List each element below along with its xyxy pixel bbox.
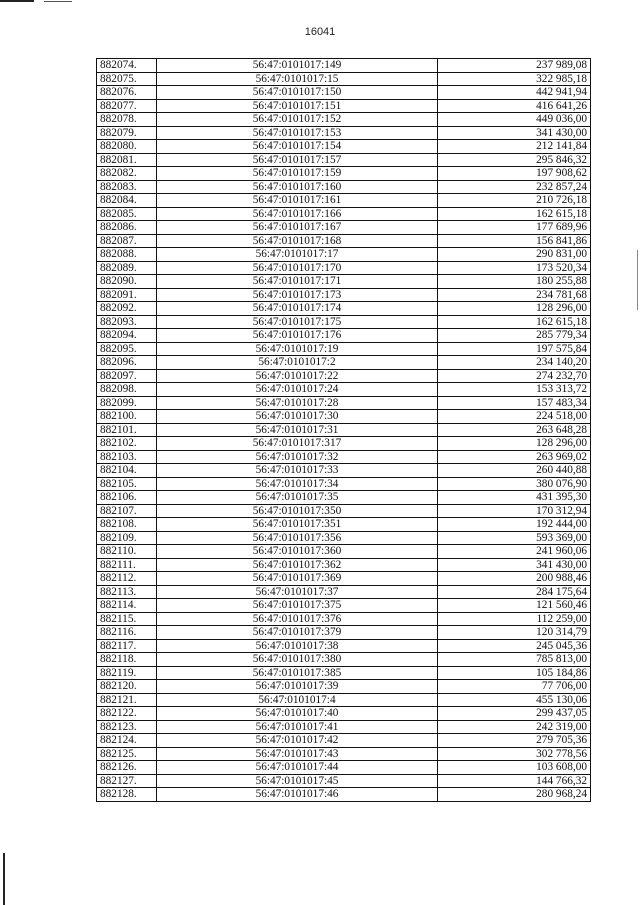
row-number-cell: 882096. — [97, 356, 157, 370]
row-number-cell: 882127. — [97, 774, 157, 788]
table-row — [97, 720, 591, 734]
table-row — [97, 450, 591, 464]
cadastral-number-cell: 56:47:0101017:45 — [157, 774, 438, 788]
cadastral-number-cell: 56:47:0101017:157 — [157, 153, 438, 167]
cadastral-number-cell: 56:47:0101017:33 — [157, 464, 438, 478]
cadastral-number-cell: 56:47:0101017:39 — [157, 680, 438, 694]
cadastral-value-cell: 341 430,00 — [438, 558, 591, 572]
cadastral-number-cell: 56:47:0101017:4 — [157, 693, 438, 707]
row-number-cell: 882077. — [97, 99, 157, 113]
row-number-cell: 882078. — [97, 113, 157, 127]
cadastral-value-cell: 593 369,00 — [438, 531, 591, 545]
cadastral-value-cell: 442 941,94 — [438, 86, 591, 100]
row-number-cell: 882091. — [97, 288, 157, 302]
row-number-cell: 882092. — [97, 302, 157, 316]
scan-edge-mark — [3, 853, 5, 905]
table-row — [97, 356, 591, 370]
cadastral-number-cell: 56:47:0101017:350 — [157, 504, 438, 518]
cadastral-value-cell: 177 689,96 — [438, 221, 591, 235]
row-number-cell: 882103. — [97, 450, 157, 464]
cadastral-value-cell: 112 259,00 — [438, 612, 591, 626]
cadastral-value-cell: 162 615,18 — [438, 207, 591, 221]
table-row — [97, 707, 591, 721]
row-number-cell: 882076. — [97, 86, 157, 100]
row-number-cell: 882119. — [97, 666, 157, 680]
row-number-cell: 882105. — [97, 477, 157, 491]
table-row — [97, 86, 591, 100]
cadastral-number-cell: 56:47:0101017:34 — [157, 477, 438, 491]
cadastral-value-cell: 128 296,00 — [438, 302, 591, 316]
cadastral-value-cell: 232 857,24 — [438, 180, 591, 194]
cadastral-number-cell: 56:47:0101017:360 — [157, 545, 438, 559]
table-row — [97, 653, 591, 667]
cadastral-number-cell: 56:47:0101017:19 — [157, 342, 438, 356]
cadastral-number-cell: 56:47:0101017:154 — [157, 140, 438, 154]
table-row — [97, 288, 591, 302]
cadastral-value-cell: 245 045,36 — [438, 639, 591, 653]
row-number-cell: 882124. — [97, 734, 157, 748]
cadastral-value-cell: 299 437,05 — [438, 707, 591, 721]
cadastral-value-cell: 144 766,32 — [438, 774, 591, 788]
cadastral-number-cell: 56:47:0101017:15 — [157, 72, 438, 86]
row-number-cell: 882111. — [97, 558, 157, 572]
cadastral-number-cell: 56:47:0101017:31 — [157, 423, 438, 437]
cadastral-number-cell: 56:47:0101017:153 — [157, 126, 438, 140]
row-number-cell: 882084. — [97, 194, 157, 208]
row-number-cell: 882089. — [97, 261, 157, 275]
row-number-cell: 882120. — [97, 680, 157, 694]
row-number-cell: 882108. — [97, 518, 157, 532]
table-row — [97, 531, 591, 545]
table-row — [97, 99, 591, 113]
cadastral-value-cell: 103 608,00 — [438, 761, 591, 775]
row-number-cell: 882098. — [97, 383, 157, 397]
table-row — [97, 612, 591, 626]
table-row — [97, 734, 591, 748]
cadastral-number-cell: 56:47:0101017:166 — [157, 207, 438, 221]
cadastral-value-cell: 290 831,00 — [438, 248, 591, 262]
cadastral-value-cell: 263 648,28 — [438, 423, 591, 437]
scan-edge-mark — [637, 250, 638, 310]
row-number-cell: 882106. — [97, 491, 157, 505]
row-number-cell: 882099. — [97, 396, 157, 410]
table-row — [97, 504, 591, 518]
cadastral-value-cell: 234 781,68 — [438, 288, 591, 302]
table-row — [97, 410, 591, 424]
table-row — [97, 464, 591, 478]
cadastral-value-cell: 279 705,36 — [438, 734, 591, 748]
cadastral-value-cell: 173 520,34 — [438, 261, 591, 275]
row-number-cell: 882087. — [97, 234, 157, 248]
cadastral-value-cell: 234 140,20 — [438, 356, 591, 370]
cadastral-value-cell: 380 076,90 — [438, 477, 591, 491]
cadastral-value-cell: 162 615,18 — [438, 315, 591, 329]
row-number-cell: 882075. — [97, 72, 157, 86]
cadastral-number-cell: 56:47:0101017:43 — [157, 747, 438, 761]
row-number-cell: 882090. — [97, 275, 157, 289]
cadastral-number-cell: 56:47:0101017:28 — [157, 396, 438, 410]
table-row — [97, 234, 591, 248]
table-row — [97, 329, 591, 343]
table-row — [97, 747, 591, 761]
table-row — [97, 315, 591, 329]
table-row — [97, 788, 591, 802]
row-number-cell: 882081. — [97, 153, 157, 167]
cadastral-value-cell: 170 312,94 — [438, 504, 591, 518]
cadastral-value-cell: 431 395,30 — [438, 491, 591, 505]
cadastral-value-cell: 260 440,88 — [438, 464, 591, 478]
cadastral-value-cell: 192 444,00 — [438, 518, 591, 532]
cadastral-value-cell: 416 641,26 — [438, 99, 591, 113]
row-number-cell: 882100. — [97, 410, 157, 424]
table-row — [97, 302, 591, 316]
cadastral-value-cell: 455 130,06 — [438, 693, 591, 707]
cadastral-number-cell: 56:47:0101017:17 — [157, 248, 438, 262]
row-number-cell: 882114. — [97, 599, 157, 613]
cadastral-number-cell: 56:47:0101017:369 — [157, 572, 438, 586]
cadastral-number-cell: 56:47:0101017:174 — [157, 302, 438, 316]
row-number-cell: 882117. — [97, 639, 157, 653]
cadastral-number-cell: 56:47:0101017:351 — [157, 518, 438, 532]
cadastral-number-cell: 56:47:0101017:32 — [157, 450, 438, 464]
table-row — [97, 261, 591, 275]
table-row — [97, 423, 591, 437]
cadastral-number-cell: 56:47:0101017:161 — [157, 194, 438, 208]
cadastral-number-cell: 56:47:0101017:168 — [157, 234, 438, 248]
cadastral-number-cell: 56:47:0101017:375 — [157, 599, 438, 613]
cadastral-number-cell: 56:47:0101017:41 — [157, 720, 438, 734]
row-number-cell: 882110. — [97, 545, 157, 559]
table-row — [97, 491, 591, 505]
row-number-cell: 882123. — [97, 720, 157, 734]
cadastral-number-cell: 56:47:0101017:37 — [157, 585, 438, 599]
cadastral-number-cell: 56:47:0101017:22 — [157, 369, 438, 383]
cadastral-number-cell: 56:47:0101017:30 — [157, 410, 438, 424]
cadastral-value-cell: 274 232,70 — [438, 369, 591, 383]
cadastral-value-cell: 263 969,02 — [438, 450, 591, 464]
table-body — [97, 59, 591, 802]
cadastral-value-cell: 197 908,62 — [438, 167, 591, 181]
cadastral-number-cell: 56:47:0101017:380 — [157, 653, 438, 667]
cadastral-number-cell: 56:47:0101017:160 — [157, 180, 438, 194]
cadastral-number-cell: 56:47:0101017:38 — [157, 639, 438, 653]
cadastral-value-cell: 197 575,84 — [438, 342, 591, 356]
cadastral-value-cell: 224 518,00 — [438, 410, 591, 424]
row-number-cell: 882116. — [97, 626, 157, 640]
table-row — [97, 477, 591, 491]
cadastral-number-cell: 56:47:0101017:317 — [157, 437, 438, 451]
cadastral-value-cell: 241 960,06 — [438, 545, 591, 559]
row-number-cell: 882118. — [97, 653, 157, 667]
row-number-cell: 882104. — [97, 464, 157, 478]
cadastral-number-cell: 56:47:0101017:159 — [157, 167, 438, 181]
row-number-cell: 882079. — [97, 126, 157, 140]
cadastral-value-cell: 302 778,56 — [438, 747, 591, 761]
table-row — [97, 207, 591, 221]
table-row — [97, 167, 591, 181]
row-number-cell: 882101. — [97, 423, 157, 437]
cadastral-value-cell: 210 726,18 — [438, 194, 591, 208]
cadastral-number-cell: 56:47:0101017:44 — [157, 761, 438, 775]
table-row — [97, 221, 591, 235]
table-row — [97, 369, 591, 383]
row-number-cell: 882102. — [97, 437, 157, 451]
cadastral-value-cell: 180 255,88 — [438, 275, 591, 289]
row-number-cell: 882109. — [97, 531, 157, 545]
cadastral-number-cell: 56:47:0101017:167 — [157, 221, 438, 235]
table-row — [97, 72, 591, 86]
row-number-cell: 882115. — [97, 612, 157, 626]
cadastral-number-cell: 56:47:0101017:35 — [157, 491, 438, 505]
cadastral-value-cell: 284 175,64 — [438, 585, 591, 599]
scan-edge-mark — [0, 0, 34, 2]
table-row — [97, 59, 591, 73]
cadastral-number-cell: 56:47:0101017:376 — [157, 612, 438, 626]
table-row — [97, 518, 591, 532]
table-row — [97, 342, 591, 356]
row-number-cell: 882122. — [97, 707, 157, 721]
cadastral-value-cell: 77 706,00 — [438, 680, 591, 694]
cadastral-number-cell: 56:47:0101017:379 — [157, 626, 438, 640]
cadastral-number-cell: 56:47:0101017:42 — [157, 734, 438, 748]
row-number-cell: 882086. — [97, 221, 157, 235]
cadastral-value-cell: 121 560,46 — [438, 599, 591, 613]
table-row — [97, 180, 591, 194]
cadastral-number-cell: 56:47:0101017:173 — [157, 288, 438, 302]
cadastral-value-cell: 785 813,00 — [438, 653, 591, 667]
row-number-cell: 882093. — [97, 315, 157, 329]
row-number-cell: 882083. — [97, 180, 157, 194]
table-row — [97, 639, 591, 653]
cadastral-value-cell: 156 841,86 — [438, 234, 591, 248]
row-number-cell: 882080. — [97, 140, 157, 154]
table-row — [97, 275, 591, 289]
page-number: 16041 — [304, 26, 336, 38]
table-row — [97, 585, 591, 599]
table-row — [97, 693, 591, 707]
table-row — [97, 599, 591, 613]
table-row — [97, 153, 591, 167]
table-row — [97, 126, 591, 140]
row-number-cell: 882074. — [97, 59, 157, 73]
table-row — [97, 774, 591, 788]
cadastral-number-cell: 56:47:0101017:171 — [157, 275, 438, 289]
cadastral-number-cell: 56:47:0101017:24 — [157, 383, 438, 397]
cadastral-number-cell: 56:47:0101017:152 — [157, 113, 438, 127]
row-number-cell: 882125. — [97, 747, 157, 761]
cadastral-value-cell: 128 296,00 — [438, 437, 591, 451]
row-number-cell: 882094. — [97, 329, 157, 343]
table-row — [97, 140, 591, 154]
cadastral-value-cell: 157 483,34 — [438, 396, 591, 410]
cadastral-value-cell: 280 968,24 — [438, 788, 591, 802]
table-row — [97, 545, 591, 559]
cadastral-number-cell: 56:47:0101017:385 — [157, 666, 438, 680]
cadastral-value-cell: 212 141,84 — [438, 140, 591, 154]
row-number-cell: 882097. — [97, 369, 157, 383]
cadastral-number-cell: 56:47:0101017:150 — [157, 86, 438, 100]
row-number-cell: 882112. — [97, 572, 157, 586]
cadastral-number-cell: 56:47:0101017:175 — [157, 315, 438, 329]
cadastral-value-cell: 153 313,72 — [438, 383, 591, 397]
table-row — [97, 194, 591, 208]
cadastral-value-cell: 237 989,08 — [438, 59, 591, 73]
cadastral-number-cell: 56:47:0101017:170 — [157, 261, 438, 275]
table-row — [97, 113, 591, 127]
cadastral-value-cell: 295 846,32 — [438, 153, 591, 167]
cadastral-value-cell: 449 036,00 — [438, 113, 591, 127]
table-row — [97, 666, 591, 680]
cadastral-value-cell: 242 319,00 — [438, 720, 591, 734]
row-number-cell: 882095. — [97, 342, 157, 356]
scan-edge-mark — [44, 1, 72, 2]
row-number-cell: 882107. — [97, 504, 157, 518]
table-row — [97, 761, 591, 775]
table-row — [97, 626, 591, 640]
row-number-cell: 882128. — [97, 788, 157, 802]
cadastral-number-cell: 56:47:0101017:149 — [157, 59, 438, 73]
cadastral-number-cell: 56:47:0101017:356 — [157, 531, 438, 545]
table-row — [97, 680, 591, 694]
cadastral-number-cell: 56:47:0101017:40 — [157, 707, 438, 721]
cadastral-number-cell: 56:47:0101017:176 — [157, 329, 438, 343]
cadastral-number-cell: 56:47:0101017:151 — [157, 99, 438, 113]
cadastral-number-cell: 56:47:0101017:46 — [157, 788, 438, 802]
table-row — [97, 437, 591, 451]
table-row — [97, 396, 591, 410]
cadastral-number-cell: 56:47:0101017:362 — [157, 558, 438, 572]
cadastral-value-cell: 322 985,18 — [438, 72, 591, 86]
cadastral-value-cell: 120 314,79 — [438, 626, 591, 640]
row-number-cell: 882113. — [97, 585, 157, 599]
cadastral-number-cell: 56:47:0101017:2 — [157, 356, 438, 370]
table-row — [97, 383, 591, 397]
row-number-cell: 882126. — [97, 761, 157, 775]
cadastral-value-cell: 105 184,86 — [438, 666, 591, 680]
table-row — [97, 248, 591, 262]
cadastral-value-cell: 200 988,46 — [438, 572, 591, 586]
row-number-cell: 882088. — [97, 248, 157, 262]
row-number-cell: 882082. — [97, 167, 157, 181]
table-row — [97, 572, 591, 586]
cadastral-value-table — [96, 58, 591, 802]
row-number-cell: 882085. — [97, 207, 157, 221]
cadastral-value-cell: 341 430,00 — [438, 126, 591, 140]
row-number-cell: 882121. — [97, 693, 157, 707]
table-row — [97, 558, 591, 572]
cadastral-value-cell: 285 779,34 — [438, 329, 591, 343]
